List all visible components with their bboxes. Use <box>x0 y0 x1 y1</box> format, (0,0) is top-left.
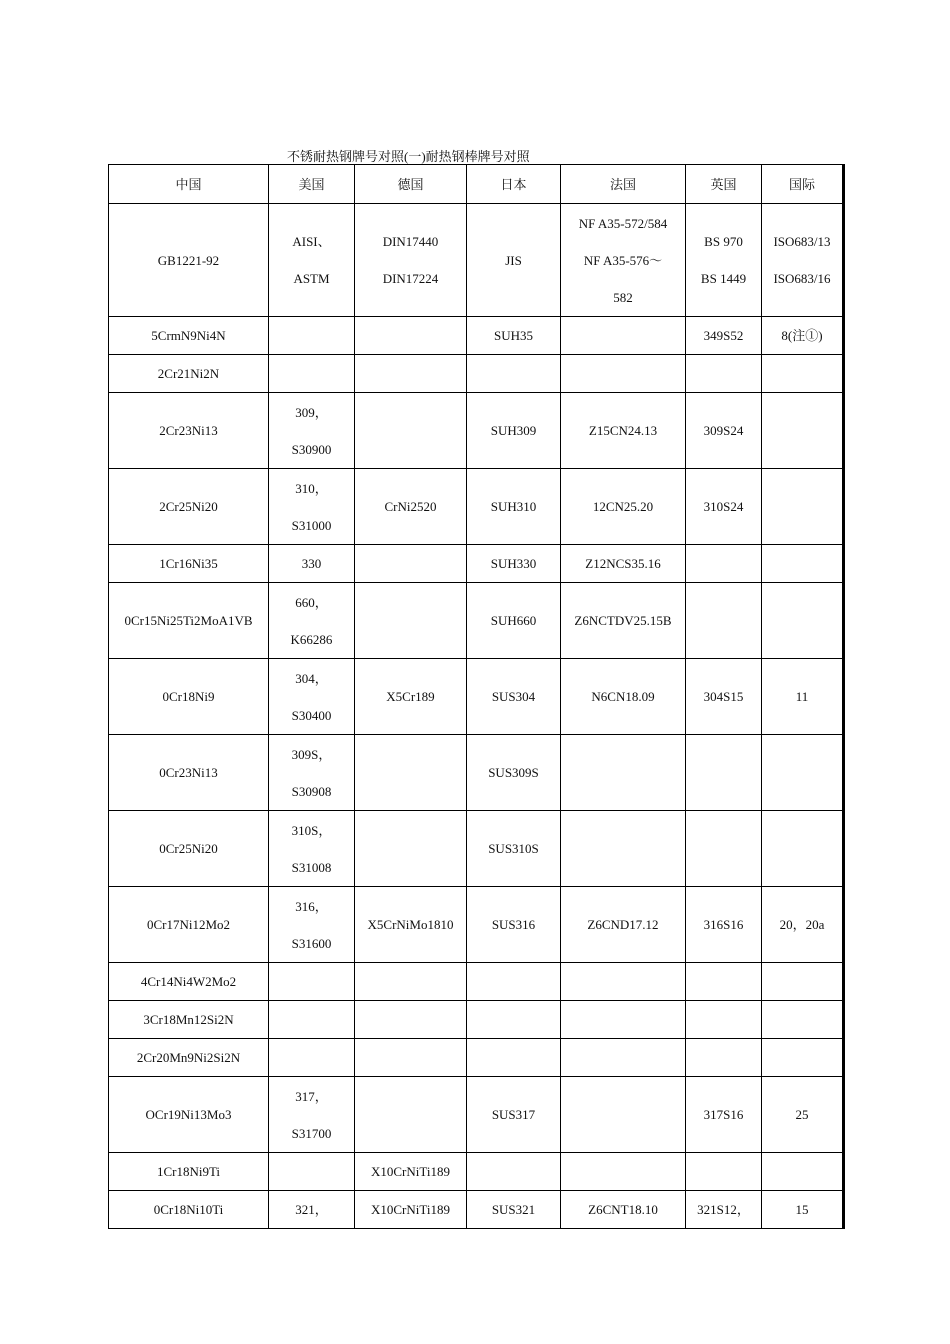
grade-us-cell <box>269 963 355 1001</box>
grade-us-cell <box>269 735 355 811</box>
standard-cn <box>109 204 269 317</box>
grade-us-line: K66286 <box>290 631 333 647</box>
grade-cn-cell: OCr19Ni13Mo3 <box>109 1077 269 1153</box>
grade-us-cell <box>269 1153 355 1191</box>
grade-jp-cell <box>467 355 561 393</box>
grade-jp-cell <box>467 1001 561 1039</box>
grade-iso-cell <box>762 735 844 811</box>
grade-jp-cell: SUS317 <box>467 1077 561 1153</box>
grade-iso-cell: 25 <box>762 1077 844 1153</box>
grade-uk-cell: 316S16 <box>686 887 762 963</box>
standard-de-line: DIN17224 <box>382 271 439 286</box>
standard-fr-line: NF A35-576～ <box>583 252 663 268</box>
grade-cn-cell: 2Cr23Ni13 <box>109 393 269 469</box>
grade-us-cell <box>269 659 355 735</box>
grade-cn-cell: 0Cr17Ni12Mo2 <box>109 887 269 963</box>
grade-fr-cell <box>561 1039 686 1077</box>
grade-us-line: 321， <box>295 1202 328 1217</box>
table-row <box>109 545 844 583</box>
standard-iso-line: ISO683/16 <box>773 271 831 286</box>
grade-de-cell <box>355 317 467 355</box>
grade-cn-cell: 3Cr18Mn12Si2N <box>109 1001 269 1039</box>
grade-iso-cell <box>762 1001 844 1039</box>
grade-cn-cell: 0Cr18Ni9 <box>109 659 269 735</box>
grade-us-line: S30400 <box>291 707 332 723</box>
grade-iso-cell: 11 <box>762 659 844 735</box>
table-row <box>109 1001 844 1039</box>
grade-uk-cell <box>686 1153 762 1191</box>
grade-cn-cell: 0Cr15Ni25Ti2MoA1VB <box>109 583 269 659</box>
grade-uk-cell: 310S24 <box>686 469 762 545</box>
table-row <box>109 355 844 393</box>
grade-us-line: S31000 <box>291 517 332 533</box>
grade-fr-cell: Z6CND17.12 <box>561 887 686 963</box>
grade-jp-cell: SUH309 <box>467 393 561 469</box>
grade-de-cell <box>355 545 467 583</box>
table-title: 不锈耐热钢牌号对照(一)耐热钢棒牌号对照 <box>287 149 530 164</box>
grade-iso-cell <box>762 583 844 659</box>
table-row <box>109 1153 844 1191</box>
grade-jp-cell: SUS304 <box>467 659 561 735</box>
grade-uk-cell <box>686 1039 762 1077</box>
grade-us-cell <box>269 887 355 963</box>
header-cell-japan: 日本 <box>467 165 561 204</box>
grade-us-line: 309， <box>295 404 328 420</box>
header-row <box>109 165 844 204</box>
grade-de-cell: X10CrNiTi189 <box>355 1153 467 1191</box>
grade-cn-cell: 2Cr20Mn9Ni2Si2N <box>109 1039 269 1077</box>
grade-jp-cell: SUS316 <box>467 887 561 963</box>
standard-us-line: ASTM <box>293 271 330 286</box>
grade-iso-cell: 8(注①) <box>762 317 844 355</box>
standard-uk-line: BS 1449 <box>700 271 747 286</box>
standard-jp <box>467 204 561 317</box>
grade-de-cell: X5CrNiMo1810 <box>355 887 467 963</box>
table-row <box>109 469 844 545</box>
table-row <box>109 963 844 1001</box>
grade-us-line: 309S， <box>291 746 332 762</box>
grade-uk-cell <box>686 963 762 1001</box>
grade-cn-cell: 0Cr25Ni20 <box>109 811 269 887</box>
table-row <box>109 887 844 963</box>
grade-jp-cell <box>467 1039 561 1077</box>
grade-fr-cell <box>561 355 686 393</box>
grade-iso-cell <box>762 1153 844 1191</box>
grade-us-line: S30900 <box>291 441 332 457</box>
table-row <box>109 1077 844 1153</box>
grade-uk-cell <box>686 545 762 583</box>
grade-us-line: 317， <box>295 1088 328 1104</box>
grade-cn-cell: 4Cr14Ni4W2Mo2 <box>109 963 269 1001</box>
grade-us-cell <box>269 393 355 469</box>
standards-row <box>109 204 844 317</box>
grade-jp-cell: SUS321 <box>467 1191 561 1229</box>
grade-us-line: S30908 <box>291 783 332 799</box>
grade-us-line: 310， <box>295 480 328 496</box>
grade-iso-cell <box>762 393 844 469</box>
standard-us-line: AISI、 <box>292 234 331 249</box>
grade-us-line: S31008 <box>291 859 332 875</box>
grade-uk-cell: 317S16 <box>686 1077 762 1153</box>
grade-uk-cell <box>686 811 762 887</box>
grade-iso-cell <box>762 469 844 545</box>
grade-fr-cell: Z6NCTDV25.15B <box>561 583 686 659</box>
table-row <box>109 1191 844 1229</box>
grade-de-cell <box>355 735 467 811</box>
standard-cn-line: GB1221-92 <box>157 252 220 268</box>
grade-uk-cell: 304S15 <box>686 659 762 735</box>
grade-fr-cell <box>561 1153 686 1191</box>
grade-iso-cell <box>762 355 844 393</box>
grade-cn-cell: 0Cr23Ni13 <box>109 735 269 811</box>
grade-fr-cell: Z12NCS35.16 <box>561 545 686 583</box>
grade-fr-cell: Z15CN24.13 <box>561 393 686 469</box>
standard-uk <box>686 204 762 317</box>
grade-cn-cell: 2Cr25Ni20 <box>109 469 269 545</box>
header-cell-china: 中国 <box>109 165 269 204</box>
grade-cn-cell: 2Cr21Ni2N <box>109 355 269 393</box>
standard-iso <box>762 204 844 317</box>
grade-iso-cell <box>762 1039 844 1077</box>
table-row <box>109 811 844 887</box>
grade-fr-cell <box>561 811 686 887</box>
grade-us-cell <box>269 469 355 545</box>
grade-de-cell <box>355 355 467 393</box>
grade-cn-cell: 1Cr16Ni35 <box>109 545 269 583</box>
grade-us-line: 660， <box>295 594 328 610</box>
grade-de-cell <box>355 1039 467 1077</box>
grade-iso-cell <box>762 811 844 887</box>
grade-jp-cell: SUH330 <box>467 545 561 583</box>
grade-jp-cell <box>467 963 561 1001</box>
grade-uk-cell: 321S12， <box>686 1191 762 1229</box>
grade-us-cell <box>269 355 355 393</box>
grade-us-line: 310S， <box>291 822 332 838</box>
grade-us-cell <box>269 583 355 659</box>
grade-de-cell <box>355 811 467 887</box>
grade-iso-cell <box>762 545 844 583</box>
standard-fr <box>561 204 686 317</box>
header-cell-iso: 国际 <box>762 165 844 204</box>
grade-de-cell <box>355 1077 467 1153</box>
grade-jp-cell <box>467 1153 561 1191</box>
header-cell-usa: 美国 <box>269 165 355 204</box>
grade-iso-cell <box>762 963 844 1001</box>
grade-jp-cell: SUS310S <box>467 811 561 887</box>
table-row <box>109 317 844 355</box>
grade-fr-cell <box>561 735 686 811</box>
grade-de-cell <box>355 963 467 1001</box>
standard-de-line: DIN17440 <box>382 234 439 249</box>
standard-us <box>269 204 355 317</box>
grade-us-cell <box>269 1077 355 1153</box>
grade-uk-cell <box>686 355 762 393</box>
grade-de-cell: X10CrNiTi189 <box>355 1191 467 1229</box>
grade-fr-cell <box>561 963 686 1001</box>
standard-fr-line: NF A35-572/584 <box>578 215 668 231</box>
table-row <box>109 583 844 659</box>
standard-de <box>355 204 467 317</box>
grade-us-cell <box>269 811 355 887</box>
standard-uk-line: BS 970 <box>704 234 743 249</box>
grade-de-cell: X5Cr189 <box>355 659 467 735</box>
grade-cn-cell: 0Cr18Ni10Ti <box>109 1191 269 1229</box>
grade-de-cell <box>355 393 467 469</box>
grade-fr-cell <box>561 1077 686 1153</box>
grade-us-cell <box>269 545 355 583</box>
standard-iso-line: ISO683/13 <box>773 234 831 249</box>
table-row <box>109 393 844 469</box>
grade-uk-cell: 309S24 <box>686 393 762 469</box>
grade-de-cell <box>355 1001 467 1039</box>
standard-fr-line: 582 <box>613 289 633 305</box>
grade-de-cell: CrNi2520 <box>355 469 467 545</box>
standard-jp-line: JIS <box>505 252 522 268</box>
grade-iso-cell: 20，20a <box>762 887 844 963</box>
table-row <box>109 735 844 811</box>
grade-uk-cell <box>686 583 762 659</box>
table-row <box>109 659 844 735</box>
grade-us-cell <box>269 1039 355 1077</box>
header-cell-uk: 英国 <box>686 165 762 204</box>
grade-us-cell <box>269 317 355 355</box>
grade-de-cell <box>355 583 467 659</box>
header-cell-germany: 德国 <box>355 165 467 204</box>
header-cell-france: 法国 <box>561 165 686 204</box>
grade-us-line: S31600 <box>291 935 332 951</box>
grade-iso-cell: 15 <box>762 1191 844 1229</box>
grade-uk-cell <box>686 735 762 811</box>
grade-jp-cell: SUH310 <box>467 469 561 545</box>
grade-fr-cell: N6CN18.09 <box>561 659 686 735</box>
grade-us-line: 330 <box>301 556 322 571</box>
steel-grade-table <box>108 164 845 1229</box>
grade-uk-cell: 349S52 <box>686 317 762 355</box>
grade-jp-cell: SUH660 <box>467 583 561 659</box>
grade-us-cell <box>269 1001 355 1039</box>
grade-us-line: 316， <box>295 898 328 914</box>
grade-fr-cell: 12CN25.20 <box>561 469 686 545</box>
grade-jp-cell: SUH35 <box>467 317 561 355</box>
grade-fr-cell <box>561 1001 686 1039</box>
grade-uk-cell <box>686 1001 762 1039</box>
grade-fr-cell <box>561 317 686 355</box>
grade-us-line: S31700 <box>291 1125 332 1141</box>
grade-cn-cell: 5CrmN9Ni4N <box>109 317 269 355</box>
grade-cn-cell: 1Cr18Ni9Ti <box>109 1153 269 1191</box>
grade-us-line: 304， <box>295 670 328 686</box>
grade-jp-cell: SUS309S <box>467 735 561 811</box>
grade-fr-cell: Z6CNT18.10 <box>561 1191 686 1229</box>
grade-us-cell <box>269 1191 355 1229</box>
table-row <box>109 1039 844 1077</box>
